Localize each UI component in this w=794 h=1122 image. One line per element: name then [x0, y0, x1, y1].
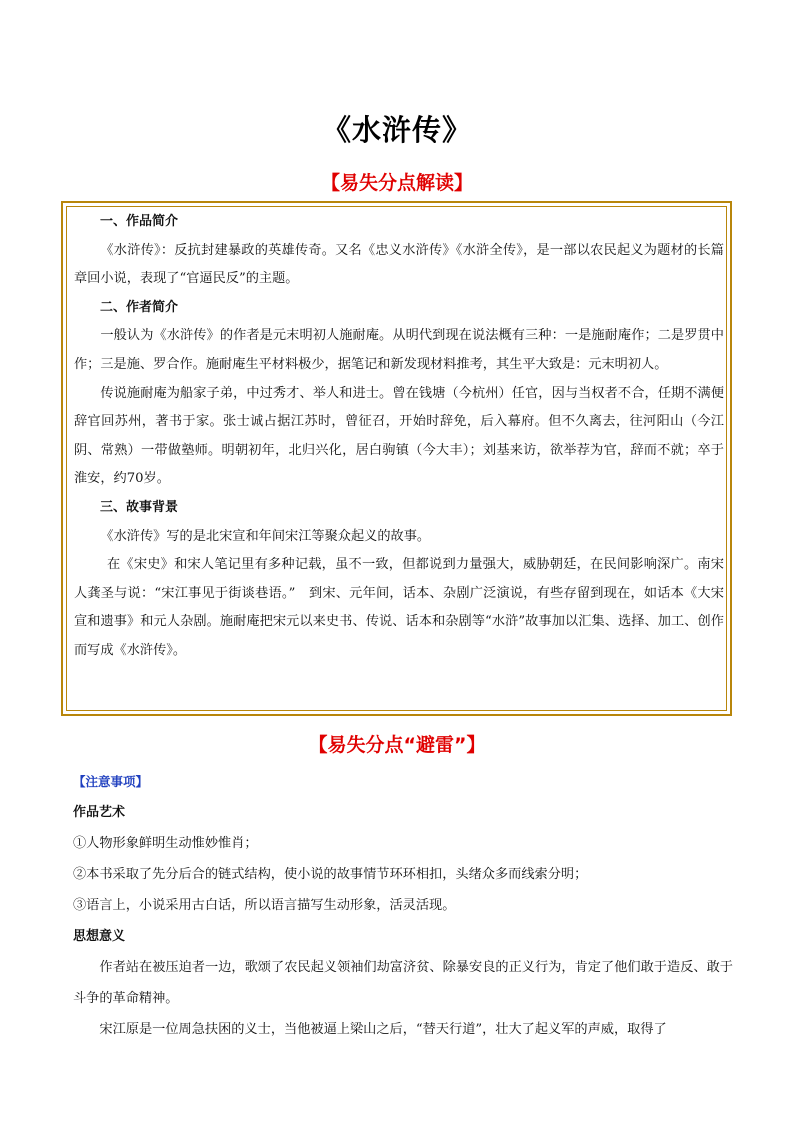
- subheading-meaning: 思想意义: [73, 929, 126, 944]
- notes-tag: 【注意事项】: [73, 774, 149, 789]
- paragraph-author-2: 传说施耐庵为船家子弟，中过秀才、举人和进士。曾在钱塘（今杭州）任官，因与当权者不合，任期不满便辞官回苏州，著书于家。张士诚占据江苏时，曾征召，开始时辞免，后入幕府。但不久离去，往河阳山（今江阴、常熟）一带做塾师。明朝初年，北归兴化，居白驹镇（今大丰）；刘基来访，欲举荐为官，辞而不就；卒于淮安，约70岁。: [74, 385, 724, 487]
- paragraph-meaning-1: 作者站在被压迫者一边，歌颂了农民起义领袖们劫富济贫、除暴安良的正义行为，肯定了他们敢于造反、敢于斗争的革命精神。: [73, 960, 733, 1006]
- document-title: 《水浒传》: [321, 113, 472, 147]
- paragraph-background-1: 《水浒传》写的是北宋宣和年间宋江等聚众起义的故事。: [100, 528, 431, 544]
- subheading-art: 作品艺术: [73, 805, 126, 820]
- paragraph-author-1: 一般认为《水浒传》的作者是元末明初人施耐庵。从明代到现在说法概有三种：一是施耐庵作；二是罗贯中作；三是施、罗合作。施耐庵生平材料极少，据笔记和新发现材料推考，其生平大致是：元末明初人。: [74, 328, 724, 372]
- section-heading-analysis: 【易失分点解读】: [320, 172, 473, 194]
- list-item: ②本书采取了先分后合的链式结构，使小说的故事情节环环相扣，头绪众多而线索分明；: [73, 867, 588, 882]
- heading-story-background: 三、故事背景: [100, 499, 179, 515]
- paragraph-meaning-2: 宋江原是一位周急扶困的义士，当他被逼上梁山之后，“替天行道”，壮大了起义军的声威，取得了: [99, 1022, 667, 1037]
- list-item: ③语言上，小说采用古白话，所以语言描写生动形象，活灵活现。: [73, 898, 456, 913]
- info-box-content: [74, 208, 724, 666]
- list-item: ①人物形象鲜明生动惟妙惟肖；: [73, 836, 258, 851]
- paragraph-background-2: 在《宋史》和宋人笔记里有多种记载，虽不一致，但都说到力量强大，威胁朝廷，在民间影响深广。南宋人龚圣与说：“宋江事见于街谈巷语。” 到宋、元年间，话本、杂剧广泛演说，有些存留到现在，如话本《大宋宣和遗事》和元人杂剧。施耐庵把宋元以来史书、传说、话本和杂剧等“水浒”故事加以汇集、选择、加工、创作而写成《水浒传》。: [74, 557, 724, 658]
- notes-section: [73, 766, 733, 1045]
- heading-work-intro: 一、作品简介: [100, 214, 179, 229]
- paragraph-work-intro: 《水浒传》：反抗封建暴政的英雄传奇。又名《忠义水浒传》《水浒全传》，是一部以农民起义为题材的长篇章回小说，表现了“官逼民反”的主题。: [74, 242, 724, 287]
- section-heading-avoid-pitfalls: 【易失分点“避雷”】: [308, 734, 486, 756]
- heading-author-intro: 二、作者简介: [100, 299, 179, 315]
